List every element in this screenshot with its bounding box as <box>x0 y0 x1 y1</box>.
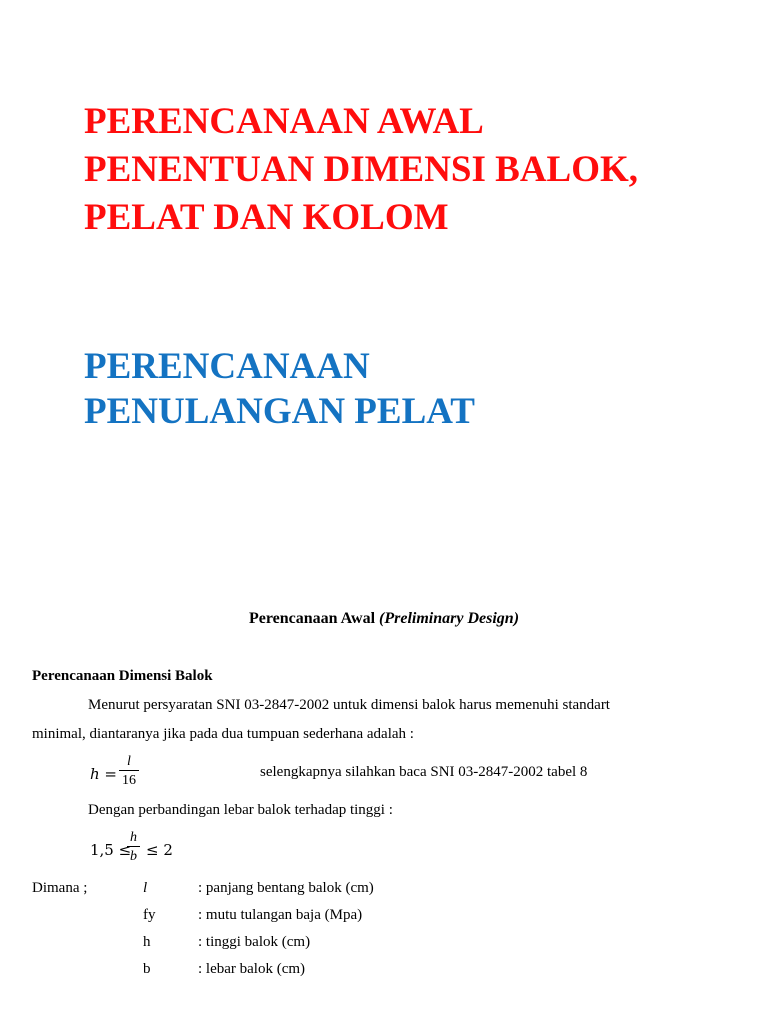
formula1-numerator: l <box>127 754 131 769</box>
document-heading-italic: (Preliminary Design) <box>379 610 520 627</box>
formula2-fraction <box>127 830 140 865</box>
formula2-denominator: b <box>130 849 137 864</box>
definition-description-h: : tinggi balok (cm) <box>198 934 311 950</box>
formula1-lhs <box>90 765 117 783</box>
definitions-intro: Dimana ; <box>32 880 88 896</box>
document-heading <box>0 610 768 628</box>
slide-title-blue <box>84 344 475 434</box>
title-blue-line-2: PENULANGAN PELAT <box>84 391 475 432</box>
title-red-line-3: PELAT DAN KOLOM <box>84 197 449 238</box>
definition-symbol-b: b <box>143 961 151 977</box>
slide-title-red <box>84 98 638 242</box>
formula1-fraction <box>119 754 139 789</box>
formula1-denominator: 16 <box>122 773 136 788</box>
definition-description-l: : panjang bentang balok (cm) <box>198 880 374 896</box>
formula1-note: selengkapnya silahkan baca SNI 03-2847-2002 tabel 8 <box>260 764 588 780</box>
title-red-line-1: PERENCANAAN AWAL <box>84 101 484 142</box>
document-heading-text: Perencanaan Awal <box>248 610 376 627</box>
formula2-numerator: h <box>130 830 137 845</box>
paragraph-line-1: Menurut persyaratan SNI 03-2847-2002 untuk dimensi balok harus memenuhi standart <box>88 697 610 713</box>
title-blue-line-1: PERENCANAAN <box>84 346 370 387</box>
formula2-left: 1,5 ≤ <box>90 841 132 859</box>
definition-symbol-h: h <box>143 934 151 950</box>
definition-description-fy: : mutu tulangan baja (Mpa) <box>198 907 363 923</box>
definition-symbol-l: l <box>143 880 148 896</box>
definition-symbol-fy: fy <box>143 907 156 923</box>
paragraph-line-2: minimal, diantaranya jika pada dua tumpuan sederhana adalah : <box>32 726 414 742</box>
definition-description-b: : lebar balok (cm) <box>198 961 306 977</box>
ratio-sentence: Dengan perbandingan lebar balok terhadap tinggi : <box>88 802 393 818</box>
title-red-line-2: PENENTUAN DIMENSI BALOK, <box>84 149 639 190</box>
section-title: Perencanaan Dimensi Balok <box>32 668 213 684</box>
formula2-right: ≤ 2 <box>146 841 173 859</box>
formula1-lhs-text: h = <box>90 765 117 783</box>
